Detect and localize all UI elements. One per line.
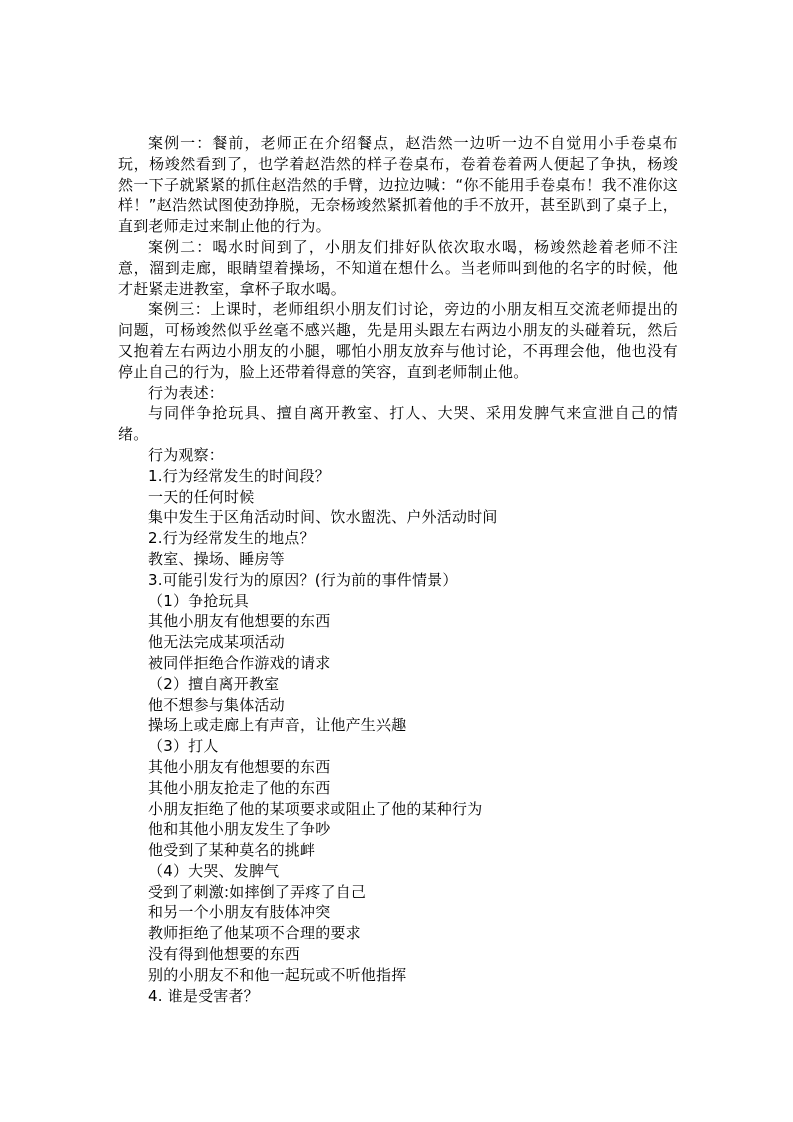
answer-line: 一天的任何时候 — [148, 487, 255, 506]
question-victim: 4. 谁是受害者？ — [148, 986, 259, 1005]
answer-line: 集中发生于区角活动时间、饮水盥洗、户外活动时间 — [148, 508, 498, 527]
cause-item: 没有得到他想要的东西 — [148, 945, 301, 964]
case-one-paragraph: 案例一：餐前，老师正在介绍餐点，赵浩然一边听一边不自觉用小手卷桌布玩，杨竣然看到了，也学着赵浩然的样子卷桌布，卷着卷着两人便起了争执，杨竣然一下子就紧紧的抓住赵浩然的手臂，边拉边喊：“你不能用手卷桌布！我不准你这样！”赵浩然试图使劲挣脱，无奈杨竣然紧抓着他的手不放开，甚至趴到了桌子上，直到老师走过来制止他的行为。 — [118, 134, 678, 236]
cause-item: 别的小朋友不和他一起玩或不听他指挥 — [148, 965, 407, 984]
cause-item: 他不想参与集体活动 — [148, 695, 285, 714]
cause-item: 和另一个小朋友有肢体冲突 — [148, 903, 331, 922]
behavior-observation-heading: 行为观察： — [148, 445, 225, 464]
question-causes: 3.可能引发行为的原因？(行为前的事件情景） — [148, 570, 458, 589]
document-page — [118, 133, 678, 1006]
cause-item: 其他小朋友抢走了他的东西 — [148, 778, 331, 797]
cause-heading: （2）擅自离开教室 — [148, 674, 280, 693]
cause-item: 他受到了某种莫名的挑衅 — [148, 841, 316, 860]
cause-item: 小朋友拒绝了他的某项要求或阻止了他的某种行为 — [148, 799, 483, 818]
cause-item: 其他小朋友有他想要的东西 — [148, 612, 331, 631]
answer-line: 教室、操场、睡房等 — [148, 549, 285, 568]
behavior-description-heading: 行为表述： — [148, 383, 225, 402]
cause-heading: （1）争抢玩具 — [148, 591, 249, 610]
cause-item: 操场上或走廊上有声音，让他产生兴趣 — [148, 716, 407, 735]
cause-item: 他无法完成某项活动 — [148, 633, 285, 652]
cause-heading: （4）大哭、发脾气 — [148, 861, 280, 880]
cause-heading: （3）打人 — [148, 737, 219, 756]
cause-item: 受到了刺激:如摔倒了弄疼了自己 — [148, 882, 367, 901]
cause-item: 被同伴拒绝合作游戏的请求 — [148, 653, 331, 672]
cause-item: 他和其他小朋友发生了争吵 — [148, 820, 331, 839]
case-three-paragraph: 案例三：上课时，老师组织小朋友们讨论，旁边的小朋友相互交流老师提出的问题，可杨竣然似乎丝毫不感兴趣，先是用头跟左右两边小朋友的头碰着玩，然后又抱着左右两边小朋友的小腿，哪怕小朋友放弃与他讨论，不再理会他，他也没有停止自己的行为，脸上还带着得意的笑容，直到老师制止他。 — [118, 300, 678, 381]
question-time: 1.行为经常发生的时间段？ — [148, 466, 330, 485]
question-location: 2.行为经常发生的地点？ — [148, 529, 315, 548]
cause-item: 教师拒绝了他某项不合理的要求 — [148, 924, 361, 943]
behavior-description-text: 与同伴争抢玩具、擅自离开教室、打人、大哭、采用发脾气来宣泄自己的情绪。 — [118, 404, 678, 444]
case-two-paragraph: 案例二：喝水时间到了，小朋友们排好队依次取水喝，杨竣然趁着老师不注意，溜到走廊，眼睛望着操场，不知道在想什么。当老师叫到他的名字的时候，他才赶紧走进教室，拿杯子取水喝。 — [118, 237, 678, 298]
cause-item: 其他小朋友有他想要的东西 — [148, 757, 331, 776]
